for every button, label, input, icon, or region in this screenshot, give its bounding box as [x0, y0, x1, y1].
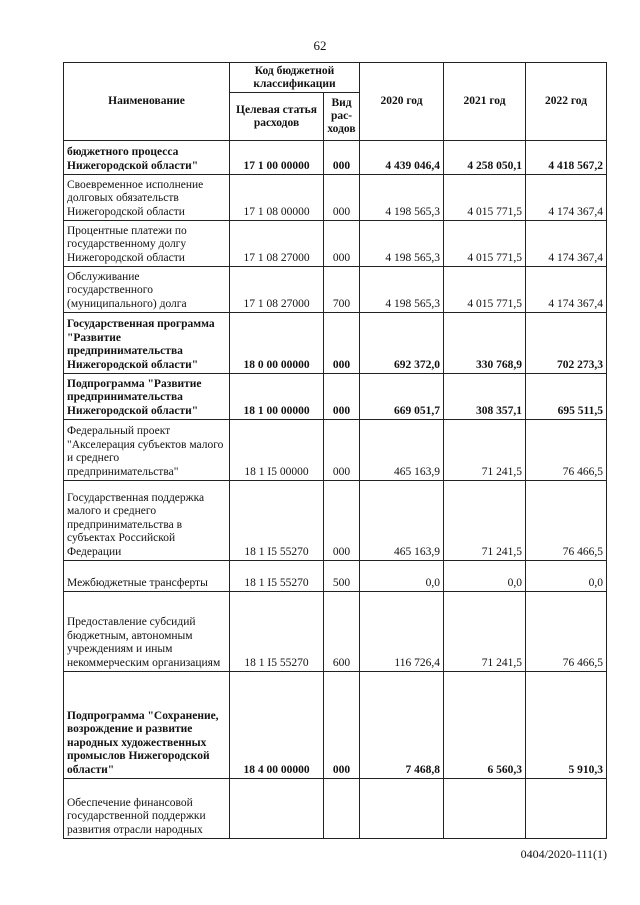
- cell-type: 000: [324, 420, 360, 481]
- header-2021: 2021 год: [444, 63, 526, 141]
- cell-type: 600: [324, 592, 360, 672]
- cell-y2021: 71 241,5: [444, 420, 526, 481]
- table-row: [64, 221, 607, 267]
- cell-type: 000: [324, 141, 360, 175]
- cell-y2022: 4 174 367,4: [526, 175, 607, 221]
- cell-y2020: 692 372,0: [360, 313, 444, 374]
- cell-target: 17 1 08 00000: [230, 175, 324, 221]
- cell-y2020: 669 051,7: [360, 374, 444, 420]
- table-row: [64, 481, 607, 561]
- cell-target: 17 1 00 00000: [230, 141, 324, 175]
- table-row: [64, 592, 607, 672]
- cell-type: 700: [324, 267, 360, 313]
- cell-target: 18 1 I5 55270: [230, 481, 324, 561]
- cell-y2020: [360, 779, 444, 839]
- cell-y2021: 71 241,5: [444, 592, 526, 672]
- cell-y2021: 4 015 771,5: [444, 267, 526, 313]
- cell-name: Обеспечение финансовой государственной поддержки развития отрасли народных: [64, 779, 230, 839]
- table-row: [64, 420, 607, 481]
- cell-name: Государственная поддержка малого и среднего предпринимательства в субъектах Российской Федерации: [64, 481, 230, 561]
- cell-target: 18 1 00 00000: [230, 374, 324, 420]
- cell-y2022: 5 910,3: [526, 672, 607, 779]
- cell-y2021: 0,0: [444, 561, 526, 592]
- cell-y2022: 4 174 367,4: [526, 267, 607, 313]
- cell-target: 17 1 08 27000: [230, 267, 324, 313]
- cell-target: 18 1 I5 00000: [230, 420, 324, 481]
- cell-name: Государственная программа "Развитие предпринимательства Нижегородской области": [64, 313, 230, 374]
- cell-y2021: 4 015 771,5: [444, 175, 526, 221]
- cell-type: 000: [324, 313, 360, 374]
- cell-y2020: 116 726,4: [360, 592, 444, 672]
- cell-y2022: 0,0: [526, 561, 607, 592]
- cell-y2022: 76 466,5: [526, 420, 607, 481]
- header-target-article: Целевая статья расходов: [230, 93, 324, 141]
- cell-y2020: 465 163,9: [360, 420, 444, 481]
- cell-name: Процентные платежи по государственному долгу Нижегородской области: [64, 221, 230, 267]
- cell-type: [324, 779, 360, 839]
- table-row: [64, 672, 607, 779]
- cell-y2020: 4 198 565,3: [360, 175, 444, 221]
- cell-target: 18 4 00 00000: [230, 672, 324, 779]
- cell-type: 000: [324, 374, 360, 420]
- cell-type: 500: [324, 561, 360, 592]
- cell-target: [230, 779, 324, 839]
- cell-name: Подпрограмма "Развитие предпринимательства Нижегородской области": [64, 374, 230, 420]
- cell-y2022: 76 466,5: [526, 592, 607, 672]
- header-name: Наименование: [64, 63, 230, 141]
- cell-name: Федеральный проект "Акселерация субъектов малого и среднего предпринимательства": [64, 420, 230, 481]
- cell-target: 18 1 I5 55270: [230, 592, 324, 672]
- cell-y2021: 4 015 771,5: [444, 221, 526, 267]
- cell-type: 000: [324, 481, 360, 561]
- cell-y2021: 4 258 050,1: [444, 141, 526, 175]
- cell-y2020: 7 468,8: [360, 672, 444, 779]
- header-2020: 2020 год: [360, 63, 444, 141]
- cell-name: бюджетного процесса Нижегородской области": [64, 141, 230, 175]
- cell-y2022: 4 174 367,4: [526, 221, 607, 267]
- cell-y2020: 4 198 565,3: [360, 221, 444, 267]
- table-row: [64, 779, 607, 839]
- cell-y2022: [526, 779, 607, 839]
- cell-y2021: 6 560,3: [444, 672, 526, 779]
- cell-y2021: 308 357,1: [444, 374, 526, 420]
- cell-name: Предоставление субсидий бюджетным, автономным учреждениям и иным некоммерческим организациям: [64, 592, 230, 672]
- header-classification: Код бюджетной классификации: [230, 63, 360, 93]
- cell-y2022: 76 466,5: [526, 481, 607, 561]
- cell-name: Своевременное исполнение долговых обязательств Нижегородской области: [64, 175, 230, 221]
- cell-y2022: 695 511,5: [526, 374, 607, 420]
- cell-y2020: 4 198 565,3: [360, 267, 444, 313]
- cell-y2020: 0,0: [360, 561, 444, 592]
- cell-y2021: [444, 779, 526, 839]
- cell-y2022: 4 418 567,2: [526, 141, 607, 175]
- cell-target: 18 1 I5 55270: [230, 561, 324, 592]
- table-row: [64, 175, 607, 221]
- cell-y2021: 71 241,5: [444, 481, 526, 561]
- budget-table: [63, 62, 607, 839]
- table-row: [64, 561, 607, 592]
- cell-type: 000: [324, 175, 360, 221]
- cell-y2021: 330 768,9: [444, 313, 526, 374]
- cell-target: 18 0 00 00000: [230, 313, 324, 374]
- cell-target: 17 1 08 27000: [230, 221, 324, 267]
- cell-type: 000: [324, 672, 360, 779]
- cell-name: Межбюджетные трансферты: [64, 561, 230, 592]
- cell-name: Обслуживание государственного (муниципального) долга: [64, 267, 230, 313]
- table-body: [64, 141, 607, 839]
- table-row: [64, 374, 607, 420]
- cell-type: 000: [324, 221, 360, 267]
- cell-name: Подпрограмма "Сохранение, возрождение и развитие народных художественных промыслов Нижегородской области": [64, 672, 230, 779]
- header-expense-type: Вид рас-ходов: [324, 93, 360, 141]
- cell-y2020: 465 163,9: [360, 481, 444, 561]
- document-code: 0404/2020-111(1): [520, 847, 607, 861]
- page-number: 62: [313, 38, 327, 53]
- cell-y2020: 4 439 046,4: [360, 141, 444, 175]
- header-2022: 2022 год: [526, 63, 607, 141]
- table-row: [64, 267, 607, 313]
- table-row: [64, 141, 607, 175]
- cell-y2022: 702 273,3: [526, 313, 607, 374]
- table-row: [64, 313, 607, 374]
